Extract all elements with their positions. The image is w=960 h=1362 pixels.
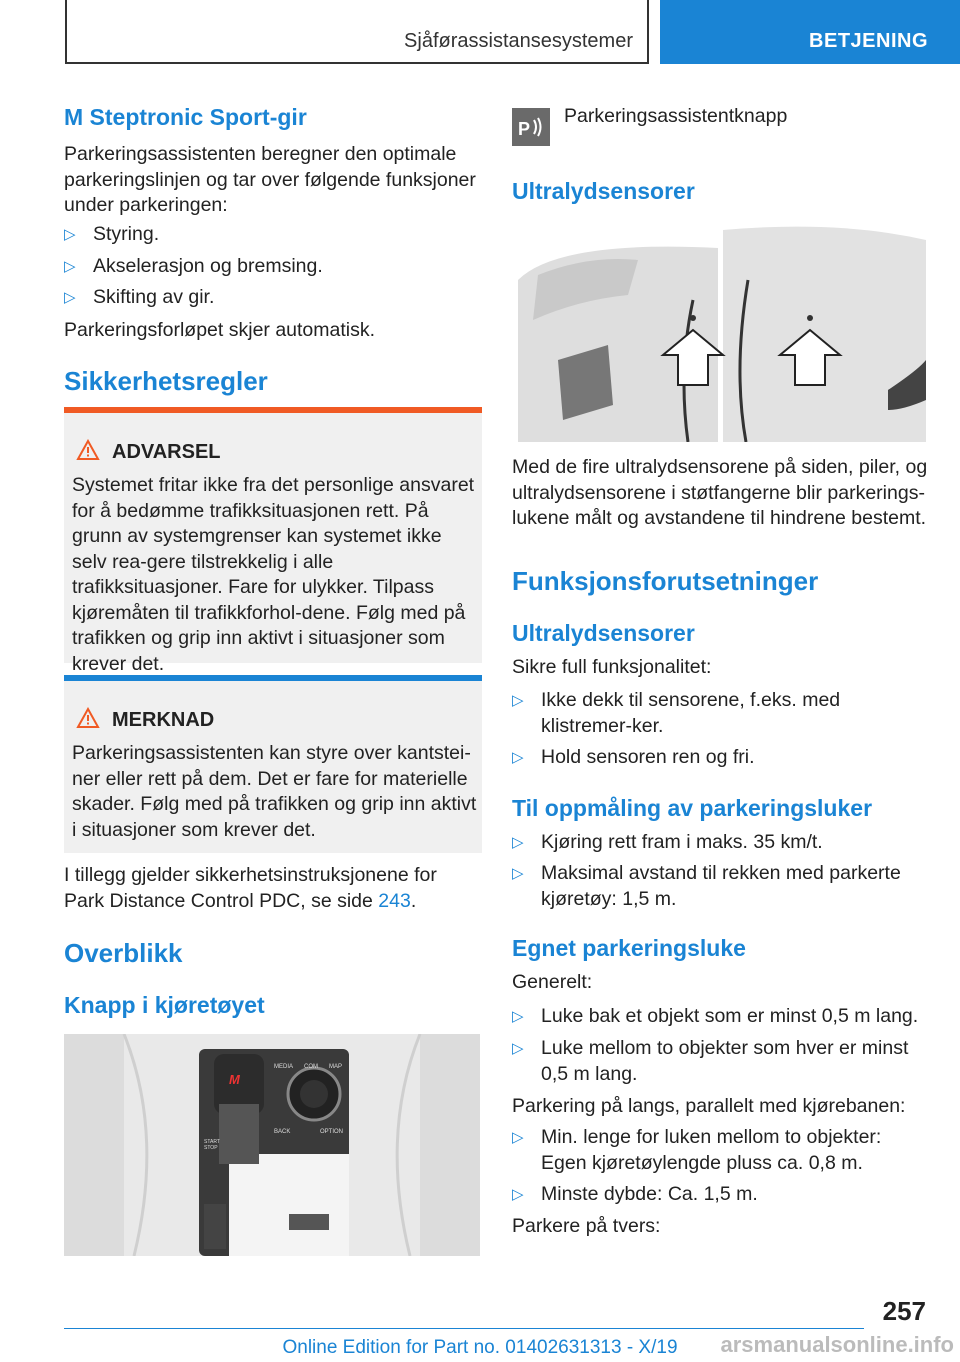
console-label-com: COM [304,1064,318,1070]
warning-text: Systemet fritar ikke fra det personlige ansvaret for å bedømme trafikksituasjonen rett. På grunn av systemgrenser kan systemet ikke selv rea-gere tilstrekkelig i alle trafikksituasjoner. Fare for ulykker. Tilpass kjøremåten til trafikkforhol-dene. Følg med på trafikken og grip inn aktivt i situasjoner som krever det. [72,474,475,675]
heading-button-in-vehicle: Knapp i kjøretøyet [64,992,265,1018]
note-title: MERKNAD [112,709,215,731]
console-m-logo: M [229,1072,240,1087]
bullet-triangle-icon: ▷ [64,226,76,243]
header-chapter-tab [660,0,960,64]
svg-text:P: P [518,119,531,139]
note-text: Parkeringsassistenten kan styre over kantstei-ner eller rett på dem. Det er fare for materielle skader. Følg med på trafikken og grip inn aktivt i situasjoner som krever det. [72,742,477,841]
paragraph-cross: Parkere på tvers: [512,1215,661,1237]
warning-title: ADVARSEL [112,441,221,463]
heading-ultrasonic-2: Ultralydsensorer [512,620,695,646]
note-box [64,675,482,853]
bullet-triangle-icon: ▷ [512,1186,524,1203]
button-label: Parkeringsassistentknapp [564,105,788,127]
ultrasonic-sensor-image [518,220,926,442]
paragraph-general: Generelt: [512,971,593,993]
header-section-tab [65,0,649,64]
heading-suitable-space: Egnet parkeringsluke [512,935,746,961]
page-link[interactable]: 243 [378,889,411,912]
header-chapter-title: BETJENING [809,30,928,52]
paragraph-intro: Parkeringsassistenten beregner den optimale parkeringslinjen og tar over følgende funksjoner under parkeringen: [64,143,476,216]
bullet-triangle-icon: ▷ [512,1129,524,1146]
console-label-back: BACK [274,1129,291,1135]
watermark: arsmanualsonline.info [720,1332,954,1357]
heading-m-steptronic: M Steptronic Sport-gir [64,104,307,130]
warning-triangle-icon [76,707,100,729]
console-label-map: MAP [329,1064,343,1070]
header-section-title: Sjåførassistansesystemer [404,30,633,52]
paragraph-ultrasonic: Med de fire ultralydsensorene på siden, piler, og ultralydsensorene i støtfangerne blir parkerings-lukene målt og avstandene til hindrene bestemt. [512,456,928,529]
page-number: 257 [882,1296,926,1326]
bullet-triangle-icon: ▷ [512,834,524,851]
warning-triangle-icon [76,439,100,461]
paragraph-parallel: Parkering på langs, parallelt med kjørebanen: [512,1095,906,1117]
heading-safety-rules: Sikkerhetsregler [64,366,268,396]
bullet-triangle-icon: ▷ [512,692,524,709]
park-assist-button-icon [512,108,550,146]
center-console-image [64,1034,480,1256]
heading-overview: Overblikk [64,938,183,968]
bullet-triangle-icon: ▷ [512,749,524,766]
bullet-triangle-icon: ▷ [64,258,76,275]
bullet-triangle-icon: ▷ [512,1040,524,1057]
paragraph-automatic: Parkeringsforløpet skjer automatisk. [64,319,376,341]
console-label-media: MEDIA [274,1064,294,1070]
heading-function-requirements: Funksjonsforutsetninger [512,566,819,596]
paragraph-ensure: Sikre full funksjonalitet: [512,656,712,678]
footer-edition: Online Edition for Part no. 01402631313 - X/19 [282,1337,678,1358]
console-label-start-stop: START STOP [204,1139,220,1151]
bullet-triangle-icon: ▷ [64,289,76,306]
warning-box [64,407,482,675]
footer-divider [64,1328,864,1329]
bullet-triangle-icon: ▷ [512,865,524,882]
bullet-triangle-icon: ▷ [512,1008,524,1025]
paragraph-pdc: I tillegg gjelder sikkerhetsinstruksjonene for Park Distance Control PDC, se side 243. [64,864,437,912]
heading-measuring: Til oppmåling av parkeringsluker [512,795,873,821]
console-label-option: OPTION [320,1129,344,1135]
heading-ultrasonic: Ultralydsensorer [512,178,695,204]
